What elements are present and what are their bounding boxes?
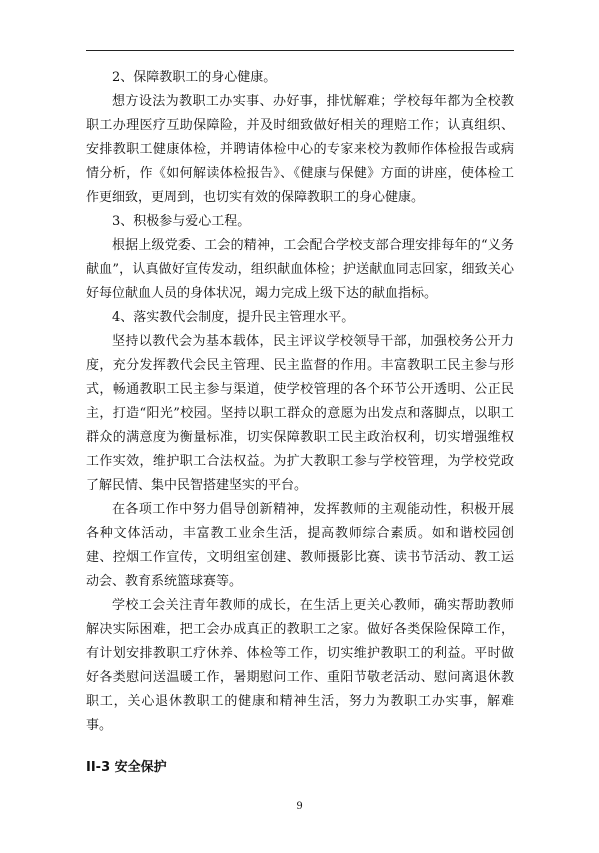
paragraph-young-teachers: 学校工会关注青年教师的成长，在生活上更关心教师，确实帮助教师解决实际困难，把工会办成真正的教职工之家。做好各类保险保障工作，有计划安排教职工疗休养、体检等工作，切实维护教职工的利益。平时做好各类慰问送温暖工作，暑期慰问工作、重阳节敬老活动、慰问离退休教职工，关心退休教职工的健康和精神生活，努力为教职工办实事，解难事。 <box>86 598 514 733</box>
subheading-health: 2、保障教职工的身心健康。 <box>112 70 277 85</box>
subheading-charity: 3、积极参与爱心工程。 <box>112 214 251 229</box>
paragraph-charity: 根据上级党委、工会的精神，工会配合学校支部合理安排每年的“义务献血”，认真做好宣传发动，组织献血体检；护送献血同志回家，细致关心好每位献血人员的身体状况，竭力完成上级下达的献血指标。 <box>86 238 514 301</box>
paragraph-democracy: 坚持以教代会为基本载体，民主评议学校领导干部，加强校务公开力度，充分发挥教代会民主管理、民主监督的作用。丰富教职工民主参与形式，畅通教职工民主参与渠道，使学校管理的各个环节公开透明、公正民主，打造“阳光”校园。坚持以职工群众的意愿为出发点和落脚点，以职工群众的满意度为衡量标准，切实保障教职工民主政治权利，切实增强维权工作实效，维护职工合法权益。为扩大教职工参与学校管理，为学校党政了解民情、集中民智搭建坚实的平台。 <box>86 334 514 493</box>
paragraph-health: 想方设法为教职工办实事、办好事，排忧解难；学校每年都为全校教职工办理医疗互助保障险，并及时细致做好相关的理赔工作；认真组织、安排教职工健康体检，并聘请体检中心的专家来校为教师作体检报告或病情分析，作《如何解读体检报告》、《健康与保健》方面的讲座，使体检工作更细致，更周到，也切实有效的保障教职工的身心健康。 <box>86 94 514 205</box>
header-rule <box>86 50 514 51</box>
section-title: II-3 安全保护 <box>86 760 167 775</box>
section-spacer <box>86 738 514 756</box>
subheading-democracy: 4、落实教代会制度，提升民主管理水平。 <box>112 310 355 325</box>
paragraph-activities: 在各项工作中努力倡导创新精神，发挥教师的主观能动性，积极开展各种文体活动，丰富教工业余生活，提高教师综合素质。如和谐校园创建、控烟工作宣传，文明组室创建、教师摄影比赛、读书节活动、教工运动会、教育系统篮球赛等。 <box>86 502 514 589</box>
document-body <box>86 66 514 780</box>
page-number: 9 <box>296 801 303 812</box>
